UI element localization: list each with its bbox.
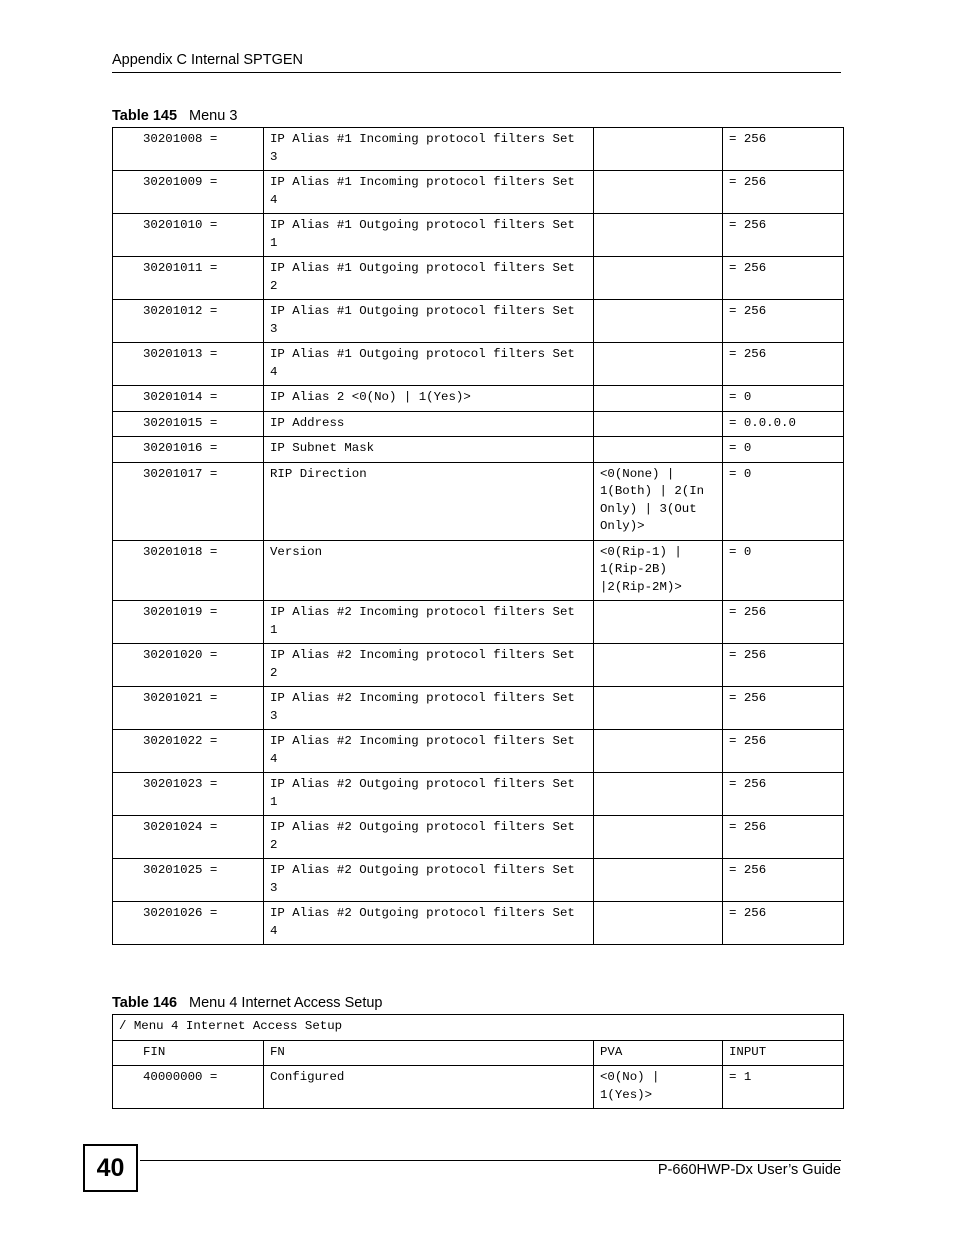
table-row [113, 816, 844, 859]
cell-fn: IP Alias #2 Outgoing protocol filters Set 1 [264, 773, 594, 816]
cell-pva [594, 214, 723, 257]
cell-fn: RIP Direction [264, 462, 594, 540]
cell-fin: 30201019 = [113, 601, 264, 644]
cell-pva [594, 343, 723, 386]
cell-input: = 256 [723, 601, 844, 644]
cell-fn: IP Alias #1 Outgoing protocol filters Set 2 [264, 257, 594, 300]
cell-input: = 0 [723, 437, 844, 463]
table-row [113, 128, 844, 171]
table-145-body [113, 128, 844, 945]
cell-fin: 30201025 = [113, 859, 264, 902]
cell-pva [594, 773, 723, 816]
table-146-title: Menu 4 Internet Access Setup [189, 995, 383, 1011]
cell-pva [594, 386, 723, 412]
cell-pva [594, 816, 723, 859]
cell-pva [594, 902, 723, 945]
table-row [113, 601, 844, 644]
table-146-banner: / Menu 4 Internet Access Setup [113, 1015, 844, 1041]
table-row [113, 300, 844, 343]
cell-fn: IP Alias #2 Outgoing protocol filters Set 4 [264, 902, 594, 945]
cell-input: = 256 [723, 859, 844, 902]
table-145-caption [112, 108, 237, 124]
cell-fin: 30201014 = [113, 386, 264, 412]
table-row [113, 773, 844, 816]
cell-fn: IP Address [264, 411, 594, 437]
table-146-banner-row [113, 1015, 844, 1041]
cell-pva: <0(Rip-1) | 1(Rip-2B) |2(Rip-2M)> [594, 540, 723, 601]
cell-input: = 256 [723, 257, 844, 300]
cell-pva [594, 257, 723, 300]
cell-pva [594, 171, 723, 214]
cell-input: = 256 [723, 644, 844, 687]
table-row [113, 687, 844, 730]
column-header-fn: FN [264, 1040, 594, 1066]
table-row [113, 214, 844, 257]
cell-fin: 30201020 = [113, 644, 264, 687]
table-row [113, 1066, 844, 1109]
cell-fn: IP Alias #2 Outgoing protocol filters Set 3 [264, 859, 594, 902]
cell-fin: 30201012 = [113, 300, 264, 343]
table-146-body [113, 1066, 844, 1109]
table-145-title: Menu 3 [189, 108, 238, 124]
table-row [113, 644, 844, 687]
cell-pva: <0(None) | 1(Both) | 2(In Only) | 3(Out Only)> [594, 462, 723, 540]
cell-input: = 256 [723, 300, 844, 343]
table-row [113, 386, 844, 412]
cell-pva [594, 128, 723, 171]
cell-fn: IP Alias 2 <0(No) | 1(Yes)> [264, 386, 594, 412]
cell-fin: 30201023 = [113, 773, 264, 816]
table-row [113, 540, 844, 601]
cell-fn: IP Alias #1 Outgoing protocol filters Set 4 [264, 343, 594, 386]
cell-fin: 30201024 = [113, 816, 264, 859]
table-row [113, 437, 844, 463]
cell-input: = 256 [723, 773, 844, 816]
table-146-label: Table 146 [112, 995, 178, 1011]
table-row [113, 171, 844, 214]
cell-pva [594, 411, 723, 437]
cell-fn: IP Subnet Mask [264, 437, 594, 463]
cell-input: = 256 [723, 730, 844, 773]
table-145-label: Table 145 [112, 108, 178, 124]
cell-fin: 30201009 = [113, 171, 264, 214]
cell-fn: IP Alias #1 Incoming protocol filters Set 3 [264, 128, 594, 171]
table-146-caption [112, 995, 382, 1011]
cell-fn: IP Alias #2 Incoming protocol filters Set 4 [264, 730, 594, 773]
cell-pva [594, 601, 723, 644]
table-row [113, 462, 844, 540]
cell-input: = 256 [723, 687, 844, 730]
cell-input: = 256 [723, 171, 844, 214]
cell-input: = 256 [723, 343, 844, 386]
cell-fn: IP Alias #2 Outgoing protocol filters Set 2 [264, 816, 594, 859]
cell-input: = 1 [723, 1066, 844, 1109]
cell-fn: IP Alias #1 Outgoing protocol filters Set 1 [264, 214, 594, 257]
cell-fin: 30201010 = [113, 214, 264, 257]
cell-pva [594, 687, 723, 730]
cell-input: = 256 [723, 214, 844, 257]
cell-pva: <0(No) | 1(Yes)> [594, 1066, 723, 1109]
cell-pva [594, 644, 723, 687]
cell-input: = 256 [723, 816, 844, 859]
column-header-pva: PVA [594, 1040, 723, 1066]
table-146 [112, 1014, 844, 1109]
cell-input: = 0.0.0.0 [723, 411, 844, 437]
cell-fn: IP Alias #1 Incoming protocol filters Set 4 [264, 171, 594, 214]
cell-pva [594, 859, 723, 902]
cell-fin: 30201013 = [113, 343, 264, 386]
cell-input: = 256 [723, 128, 844, 171]
table-row [113, 411, 844, 437]
cell-fn: IP Alias #1 Outgoing protocol filters Set 3 [264, 300, 594, 343]
table-row [113, 859, 844, 902]
table-row [113, 902, 844, 945]
column-header-fin: FIN [113, 1040, 264, 1066]
header-rule [112, 72, 841, 73]
cell-fn: IP Alias #2 Incoming protocol filters Set 2 [264, 644, 594, 687]
cell-fn: IP Alias #2 Incoming protocol filters Set 1 [264, 601, 594, 644]
cell-fn: Configured [264, 1066, 594, 1109]
cell-fin: 30201021 = [113, 687, 264, 730]
cell-fin: 30201011 = [113, 257, 264, 300]
footer-rule [140, 1160, 841, 1161]
cell-fin: 30201022 = [113, 730, 264, 773]
cell-fin: 30201026 = [113, 902, 264, 945]
cell-input: = 0 [723, 462, 844, 540]
cell-input: = 0 [723, 540, 844, 601]
table-146-header-row [113, 1040, 844, 1066]
cell-fin: 40000000 = [113, 1066, 264, 1109]
cell-fin: 30201017 = [113, 462, 264, 540]
cell-pva [594, 300, 723, 343]
guide-title: P-660HWP-Dx User’s Guide [657, 1162, 841, 1178]
table-145 [112, 127, 844, 945]
cell-fn: IP Alias #2 Incoming protocol filters Set 3 [264, 687, 594, 730]
page-number: 40 [83, 1144, 138, 1192]
running-header: Appendix C Internal SPTGEN [112, 52, 304, 68]
cell-fin: 30201016 = [113, 437, 264, 463]
cell-fin: 30201018 = [113, 540, 264, 601]
cell-input: = 0 [723, 386, 844, 412]
cell-pva [594, 437, 723, 463]
table-row [113, 257, 844, 300]
cell-input: = 256 [723, 902, 844, 945]
table-row [113, 343, 844, 386]
cell-pva [594, 730, 723, 773]
cell-fin: 30201008 = [113, 128, 264, 171]
cell-fin: 30201015 = [113, 411, 264, 437]
column-header-input: INPUT [723, 1040, 844, 1066]
cell-fn: Version [264, 540, 594, 601]
table-row [113, 730, 844, 773]
